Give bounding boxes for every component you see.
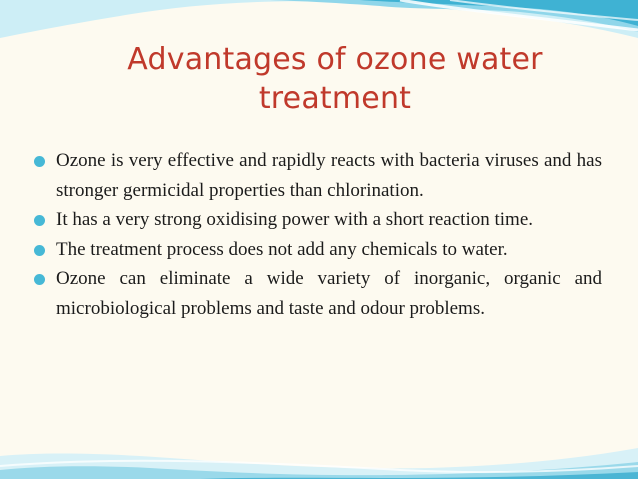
bullet-dot-icon	[34, 156, 45, 167]
bullet-text: It has a very strong oxidising power with a short reaction time.	[56, 209, 534, 230]
bullet-text: Ozone can eliminate a wide variety of inorganic, organic and microbiological problems and taste and odour problems.	[56, 268, 602, 319]
bullet-dot-icon	[34, 215, 45, 226]
bullet-dot-icon	[34, 274, 45, 285]
bullet-list	[32, 146, 602, 323]
bullet-dot-icon	[34, 245, 45, 256]
bullet-item	[32, 146, 602, 205]
slide-title	[40, 40, 630, 118]
slide-title-line-1: Advantages of ozone water	[127, 42, 543, 77]
bullet-text: The treatment process does not add any chemicals to water.	[56, 238, 508, 260]
slide-title-line-2: treatment	[258, 81, 412, 116]
bullet-item	[32, 264, 602, 323]
bullet-item	[32, 205, 602, 235]
bullet-text: Ozone is very effective and rapidly reacts with bacteria viruses and has stronger germicidal properties than chlorination.	[56, 150, 602, 201]
bullet-item	[32, 235, 602, 265]
